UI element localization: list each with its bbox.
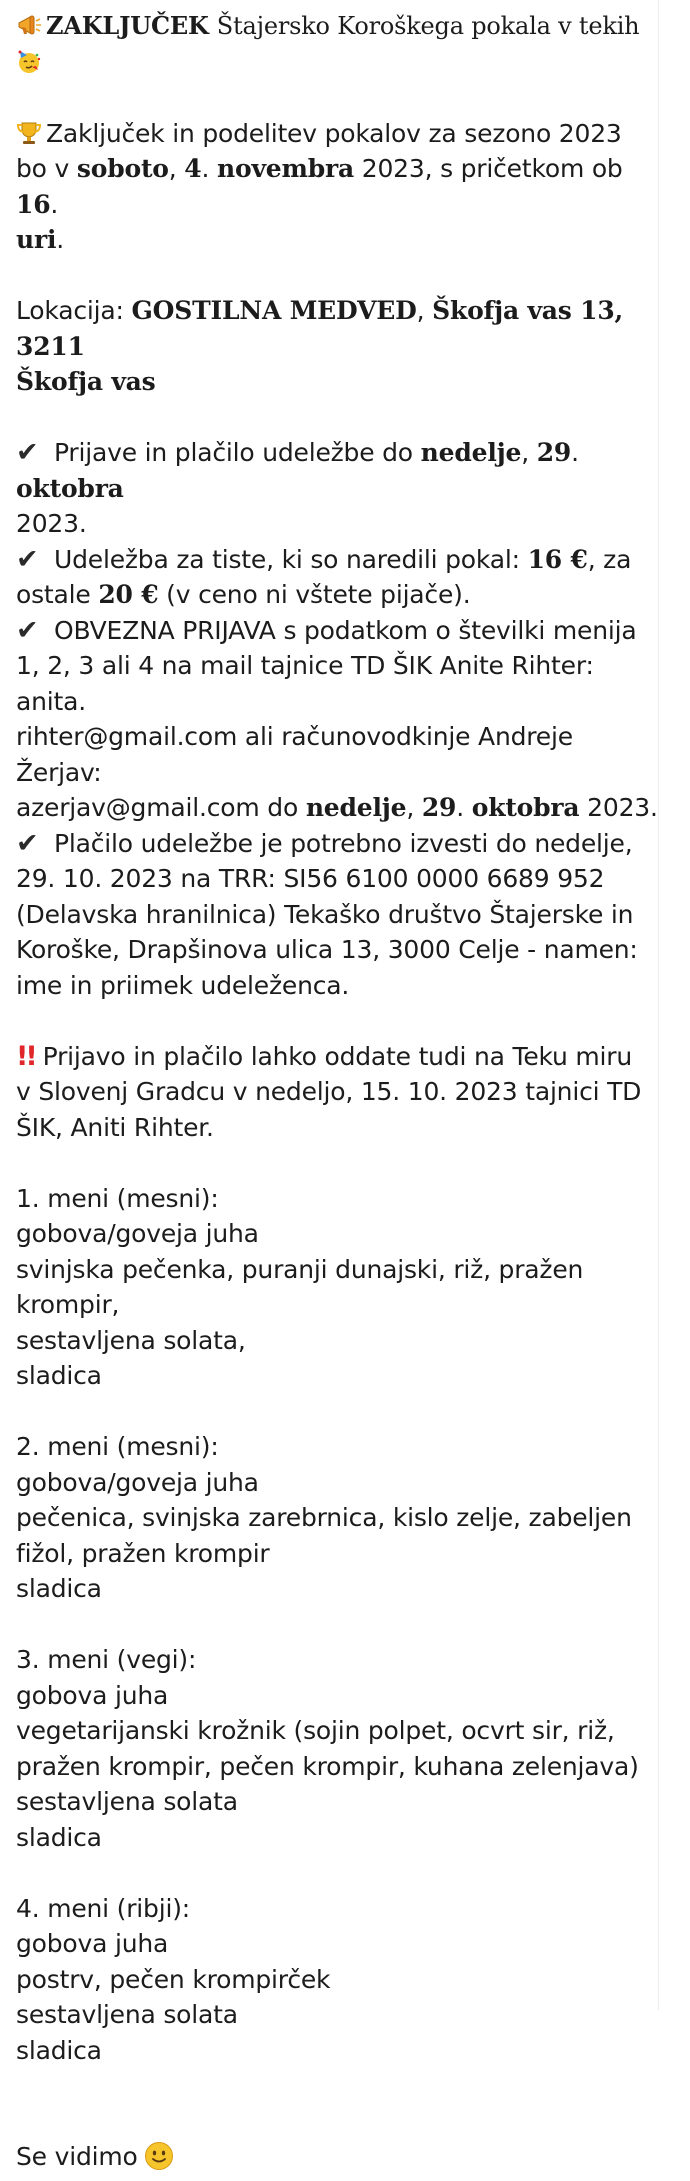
item-text: 1, 2, 3 ali 4 na mail tajnice TD ŠIK Anite Rihter: anita. bbox=[16, 651, 594, 716]
item-text: ostale bbox=[16, 580, 91, 609]
menu-line: sladica bbox=[16, 1361, 102, 1390]
slightly-smiling-face-icon bbox=[144, 2141, 174, 2171]
menu-line: sestavljena solata bbox=[16, 2000, 238, 2029]
price: 16 € bbox=[527, 544, 588, 574]
menu-line: sestavljena solata bbox=[16, 1787, 238, 1816]
check-icon: ✔ bbox=[16, 543, 39, 575]
item-text: OBVEZNA PRIJAVA s podatkom o številki menija bbox=[54, 615, 637, 645]
notice-text: ŠIK, Aniti Rihter. bbox=[16, 1112, 214, 1142]
list-item-cont bbox=[16, 577, 658, 613]
location-line-2 bbox=[16, 364, 658, 400]
title-continuation bbox=[16, 45, 658, 81]
intro-line-3: uri. bbox=[16, 225, 64, 254]
title-bold: ZAKLJUČEK bbox=[46, 11, 209, 40]
menu-line: vegetarijanski krožnik (sojin polpet, ocvrt sir, riž, bbox=[16, 1716, 615, 1745]
item-text: 2023. bbox=[587, 793, 658, 822]
menu-line: gobova/goveja juha bbox=[16, 1219, 259, 1248]
menu-line: gobova/goveja juha bbox=[16, 1467, 259, 1497]
menu-title: 1. meni (mesni): bbox=[16, 1183, 219, 1213]
title-rest: Štajersko Koroškega pokala v tekih bbox=[216, 12, 640, 40]
menu-title: 2. meni (mesni): bbox=[16, 1432, 219, 1461]
list-item bbox=[16, 613, 658, 649]
list-item-cont bbox=[16, 648, 658, 719]
menu-line: postrv, pečen krompirček bbox=[16, 1964, 331, 1994]
location-address-a: Škofja vas 13, 3211 bbox=[16, 296, 624, 361]
list-item-cont bbox=[16, 506, 658, 542]
menu-line: sestavljena solata, bbox=[16, 1325, 246, 1355]
intro-line-2: bo v soboto, 4. novembra 2023, s pričetkom ob 16. bbox=[16, 154, 623, 219]
item-text: ime in priimek udeleženca. bbox=[16, 970, 350, 1000]
location-label: Lokacija: bbox=[16, 296, 124, 325]
notice-text: v Slovenj Gradcu v nedeljo, 15. 10. 2023 tajnici TD bbox=[16, 1077, 642, 1106]
trophy-icon bbox=[16, 120, 42, 146]
list-item-cont bbox=[16, 861, 658, 897]
intro-hour: 16 bbox=[16, 189, 51, 219]
check-icon: ✔ bbox=[16, 614, 39, 646]
item-bold: oktobra bbox=[16, 473, 124, 503]
double-exclamation-icon: !! bbox=[16, 1040, 35, 1072]
menu-line: sladica bbox=[16, 1822, 102, 1852]
item-text: Koroške, Drapšinova ulica 13, 3000 Celje - namen: bbox=[16, 935, 638, 964]
item-text: (v ceno ni vštete pijače). bbox=[166, 580, 471, 609]
intro-hour-unit: uri bbox=[16, 225, 57, 254]
item-bold: 29 bbox=[536, 438, 572, 467]
list-item-cont bbox=[16, 719, 658, 790]
item-bold: nedelje bbox=[420, 438, 522, 467]
notice-line-1 bbox=[16, 1039, 658, 1075]
menu-line: fižol, pražen krompir bbox=[16, 1538, 270, 1568]
menu-line: gobova juha bbox=[16, 1929, 169, 1958]
menu-4 bbox=[16, 1891, 658, 2069]
menu-3 bbox=[16, 1642, 658, 1855]
notice-line-2 bbox=[16, 1074, 658, 1110]
notice-line-3 bbox=[16, 1110, 658, 1146]
intro-date-year: 2023, s pričetkom ob bbox=[361, 154, 623, 183]
item-text: rihter@gmail.com ali računovodkinje Andreje Žerjav: bbox=[16, 722, 573, 787]
menu-title: 3. meni (vegi): bbox=[16, 1645, 197, 1674]
item-bold: oktobra bbox=[471, 793, 580, 822]
intro-date-month: novembra bbox=[217, 154, 354, 183]
menu-1 bbox=[16, 1181, 658, 1394]
intro-line-1 bbox=[16, 116, 658, 152]
intro-date-num: 4 bbox=[184, 154, 202, 183]
item-bold: 29 bbox=[421, 793, 457, 822]
check-icon: ✔ bbox=[16, 437, 39, 468]
item-text: Prijave in plačilo udeležbe do bbox=[54, 438, 413, 467]
menu-line: pečenica, svinjska zarebrnica, kislo zelje, zabeljen bbox=[16, 1503, 632, 1532]
item-text: (Delavska hranilnica) Tekaško društvo Štajerske in bbox=[16, 899, 634, 929]
content-divider bbox=[658, 0, 659, 2010]
price: 20 € bbox=[98, 580, 159, 609]
item-text: 2023. bbox=[16, 509, 87, 538]
intro-text-a: Zaključek in podelitev pokalov za sezono 2023 bbox=[46, 118, 622, 148]
location-venue: GOSTILNA MEDVED bbox=[131, 296, 417, 325]
list-item: ✔ Prijave in plačilo udeležbe do nedelje, 29. oktobra bbox=[16, 437, 579, 503]
intro-text-b: bo v bbox=[16, 154, 70, 183]
location-line-1: Lokacija: GOSTILNA MEDVED, Škofja vas 13, 3211 bbox=[16, 296, 624, 361]
menu-line: krompir, bbox=[16, 1290, 120, 1319]
closing-text: Se vidimo bbox=[16, 2142, 138, 2171]
intro-date-day: soboto bbox=[76, 154, 169, 183]
notice-text: Prijavo in plačilo lahko oddate tudi na Teku miru bbox=[42, 1041, 633, 1071]
location-address-b: Škofja vas bbox=[16, 367, 156, 396]
item-text: Plačilo udeležbe je potrebno izvesti do nedelje, bbox=[54, 828, 633, 858]
list-item bbox=[16, 542, 658, 578]
menu-2 bbox=[16, 1429, 658, 1607]
list-item bbox=[16, 826, 658, 862]
list-item-cont bbox=[16, 897, 658, 933]
menu-line: gobova juha bbox=[16, 1680, 169, 1710]
item-text: azerjav@gmail.com do bbox=[16, 793, 299, 822]
list-item-cont bbox=[16, 932, 658, 968]
menu-title: 4. meni (ribji): bbox=[16, 1893, 190, 1923]
menu-line: pražen krompir, pečen krompir, kuhana zelenjava) bbox=[16, 1751, 639, 1781]
post-title bbox=[16, 8, 658, 45]
menu-line: sladica bbox=[16, 2035, 102, 2065]
list-item-cont: azerjav@gmail.com do nedelje, 29. oktobra 2023. bbox=[16, 793, 658, 822]
megaphone-icon bbox=[16, 12, 42, 38]
check-icon: ✔ bbox=[16, 827, 39, 859]
item-bold: nedelje bbox=[305, 793, 407, 822]
item-text: 29. 10. 2023 na TRR: SI56 6100 0000 6689 952 bbox=[16, 864, 605, 893]
party-face-icon bbox=[16, 49, 42, 75]
item-text: , za bbox=[587, 544, 632, 574]
menu-line: svinjska pečenka, puranji dunajski, riž, pražen bbox=[16, 1254, 584, 1284]
list-item-cont bbox=[16, 968, 658, 1004]
menu-line: sladica bbox=[16, 1574, 102, 1603]
item-text: Udeležba za tiste, ki so naredili pokal: bbox=[54, 544, 520, 574]
closing-line bbox=[16, 2139, 658, 2175]
